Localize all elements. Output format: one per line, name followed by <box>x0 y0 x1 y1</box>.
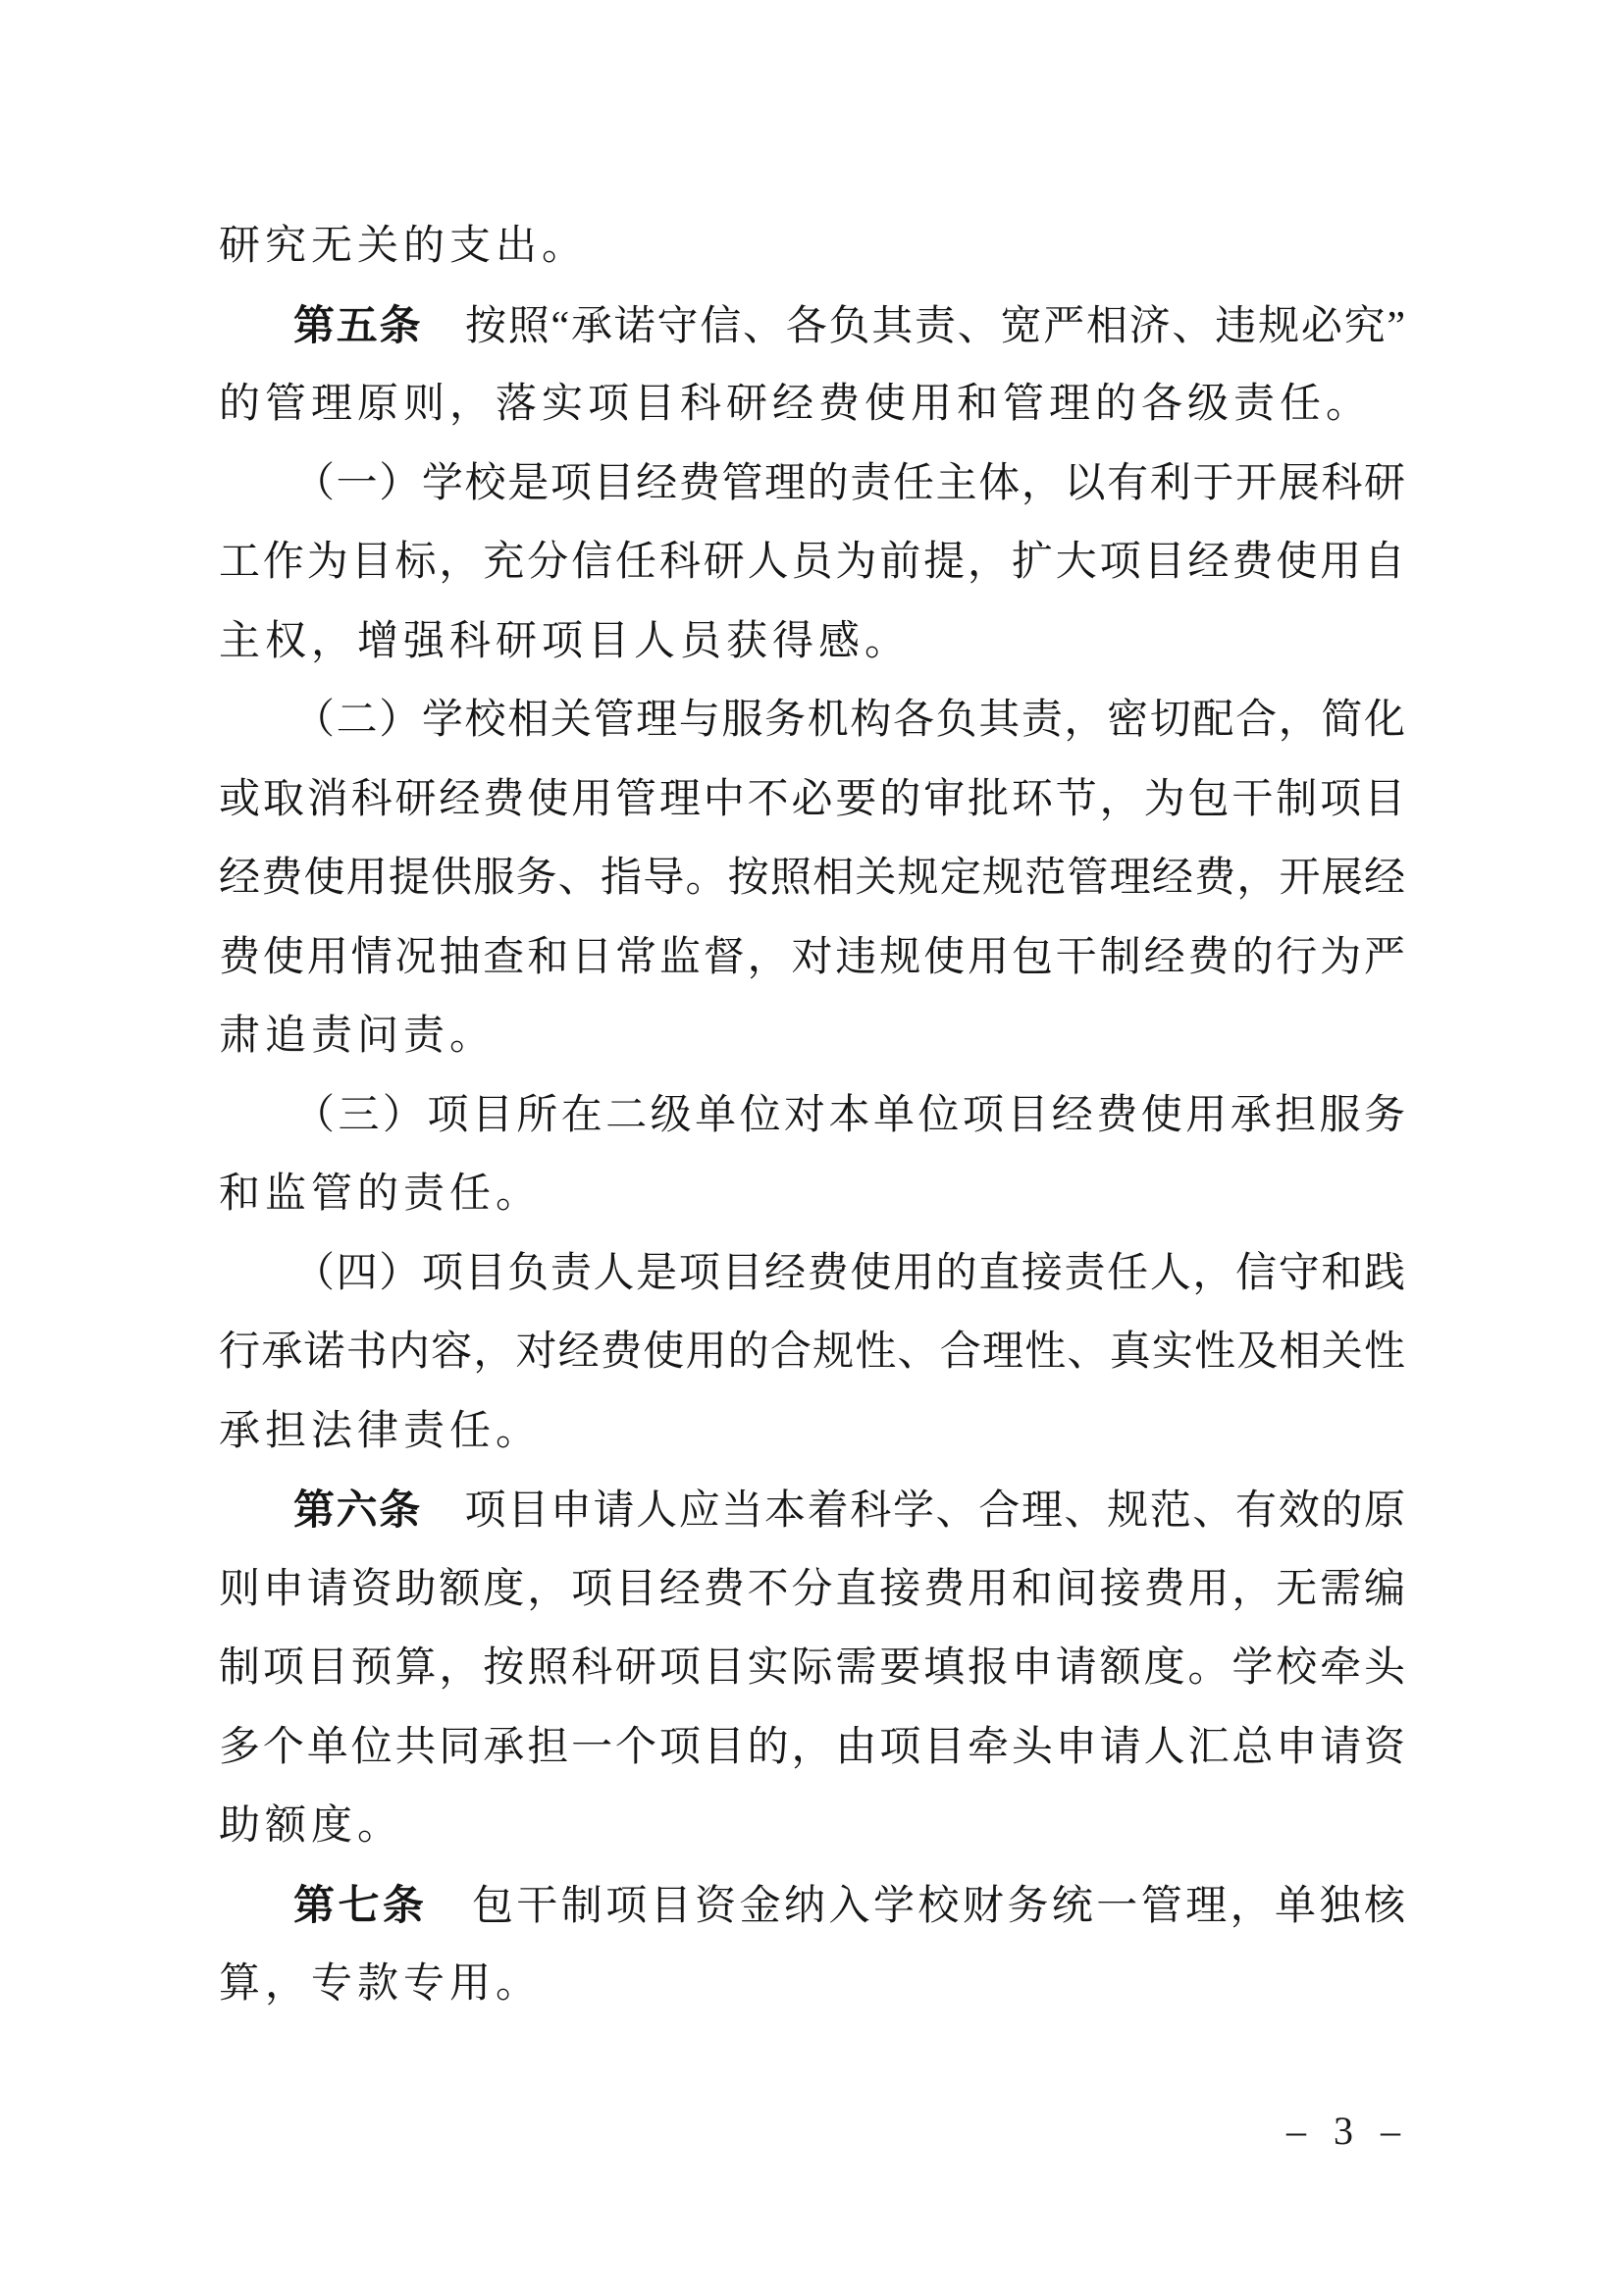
text-run: 主权，增强科研项目人员获得感。 <box>219 618 912 664</box>
text-line <box>219 760 1406 840</box>
text-line <box>219 918 1406 998</box>
text-line <box>219 1787 1406 1866</box>
text-line <box>219 444 1406 524</box>
text-line <box>219 681 1406 760</box>
text-run: 助额度。 <box>219 1803 404 1849</box>
text-run: 肃追责问责。 <box>219 1014 497 1059</box>
text-line <box>219 1629 1406 1708</box>
text-line <box>219 839 1406 918</box>
text-run: 和监管的责任。 <box>219 1172 543 1217</box>
text-line <box>219 602 1406 682</box>
text-line <box>219 1550 1406 1630</box>
text-run: 算，专款专用。 <box>219 1961 543 2007</box>
text-line <box>219 1471 1406 1550</box>
text-run: 项目申请人应当本着科学、合理、规范、有效的原 <box>421 1488 1406 1534</box>
article-number-heading: 第六条 <box>293 1487 422 1533</box>
text-line <box>219 1313 1406 1392</box>
text-line <box>219 1155 1406 1234</box>
text-run: 研究无关的支出。 <box>219 224 589 269</box>
article-number-heading: 第七条 <box>293 1881 428 1928</box>
text-line <box>219 1234 1406 1314</box>
text-run: 费使用情况抽查和日常监督，对违规使用包干制经费的行为严 <box>219 934 1406 980</box>
text-run: （三）项目所在二级单位对本单位项目经费使用承担服务 <box>293 1092 1406 1138</box>
text-run: （二）学校相关管理与服务机构各负其责，密切配合，简化 <box>293 698 1406 743</box>
text-run: （一）学校是项目经费管理的责任主体，以有利于开展科研 <box>293 460 1406 506</box>
text-run: 制项目预算，按照科研项目实际需要填报申请额度。学校牵头 <box>219 1645 1406 1691</box>
text-line <box>219 1866 1406 1946</box>
text-line <box>219 1945 1406 2024</box>
text-line <box>219 1708 1406 1788</box>
text-line <box>219 365 1406 444</box>
text-line <box>219 207 1406 287</box>
text-run: 包干制项目资金纳入学校财务统一管理，单独核 <box>427 1883 1406 1929</box>
article-number-heading: 第五条 <box>293 301 423 348</box>
text-run: 工作为目标，充分信任科研人员为前提，扩大项目经费使用自 <box>219 540 1406 585</box>
text-run: （四）项目负责人是项目经费使用的直接责任人，信守和践 <box>293 1250 1406 1296</box>
text-run: 经费使用提供服务、指导。按照相关规定规范管理经费，开展经 <box>219 856 1406 901</box>
text-run: 或取消科研经费使用管理中不必要的审批环节，为包干制项目 <box>219 776 1406 822</box>
text-line <box>219 997 1406 1076</box>
text-line <box>219 1392 1406 1472</box>
text-run: 按照“承诺守信、各负其责、宽严相济、违规必究” <box>422 303 1406 349</box>
text-line <box>219 1076 1406 1156</box>
text-run: 的管理原则，落实项目科研经费使用和管理的各级责任。 <box>219 382 1373 427</box>
text-run: 承担法律责任。 <box>219 1408 543 1454</box>
document-body <box>219 207 1406 2024</box>
text-run: 则申请资助额度，项目经费不分直接费用和间接费用，无需编 <box>219 1566 1406 1612</box>
text-run: 行承诺书内容，对经费使用的合规性、合理性、真实性及相关性 <box>219 1330 1406 1375</box>
text-line <box>219 523 1406 602</box>
text-run: 多个单位共同承担一个项目的，由项目牵头申请人汇总申请资 <box>219 1724 1406 1770</box>
text-line <box>219 287 1406 366</box>
page-number: – 3 – <box>1286 2109 1406 2153</box>
